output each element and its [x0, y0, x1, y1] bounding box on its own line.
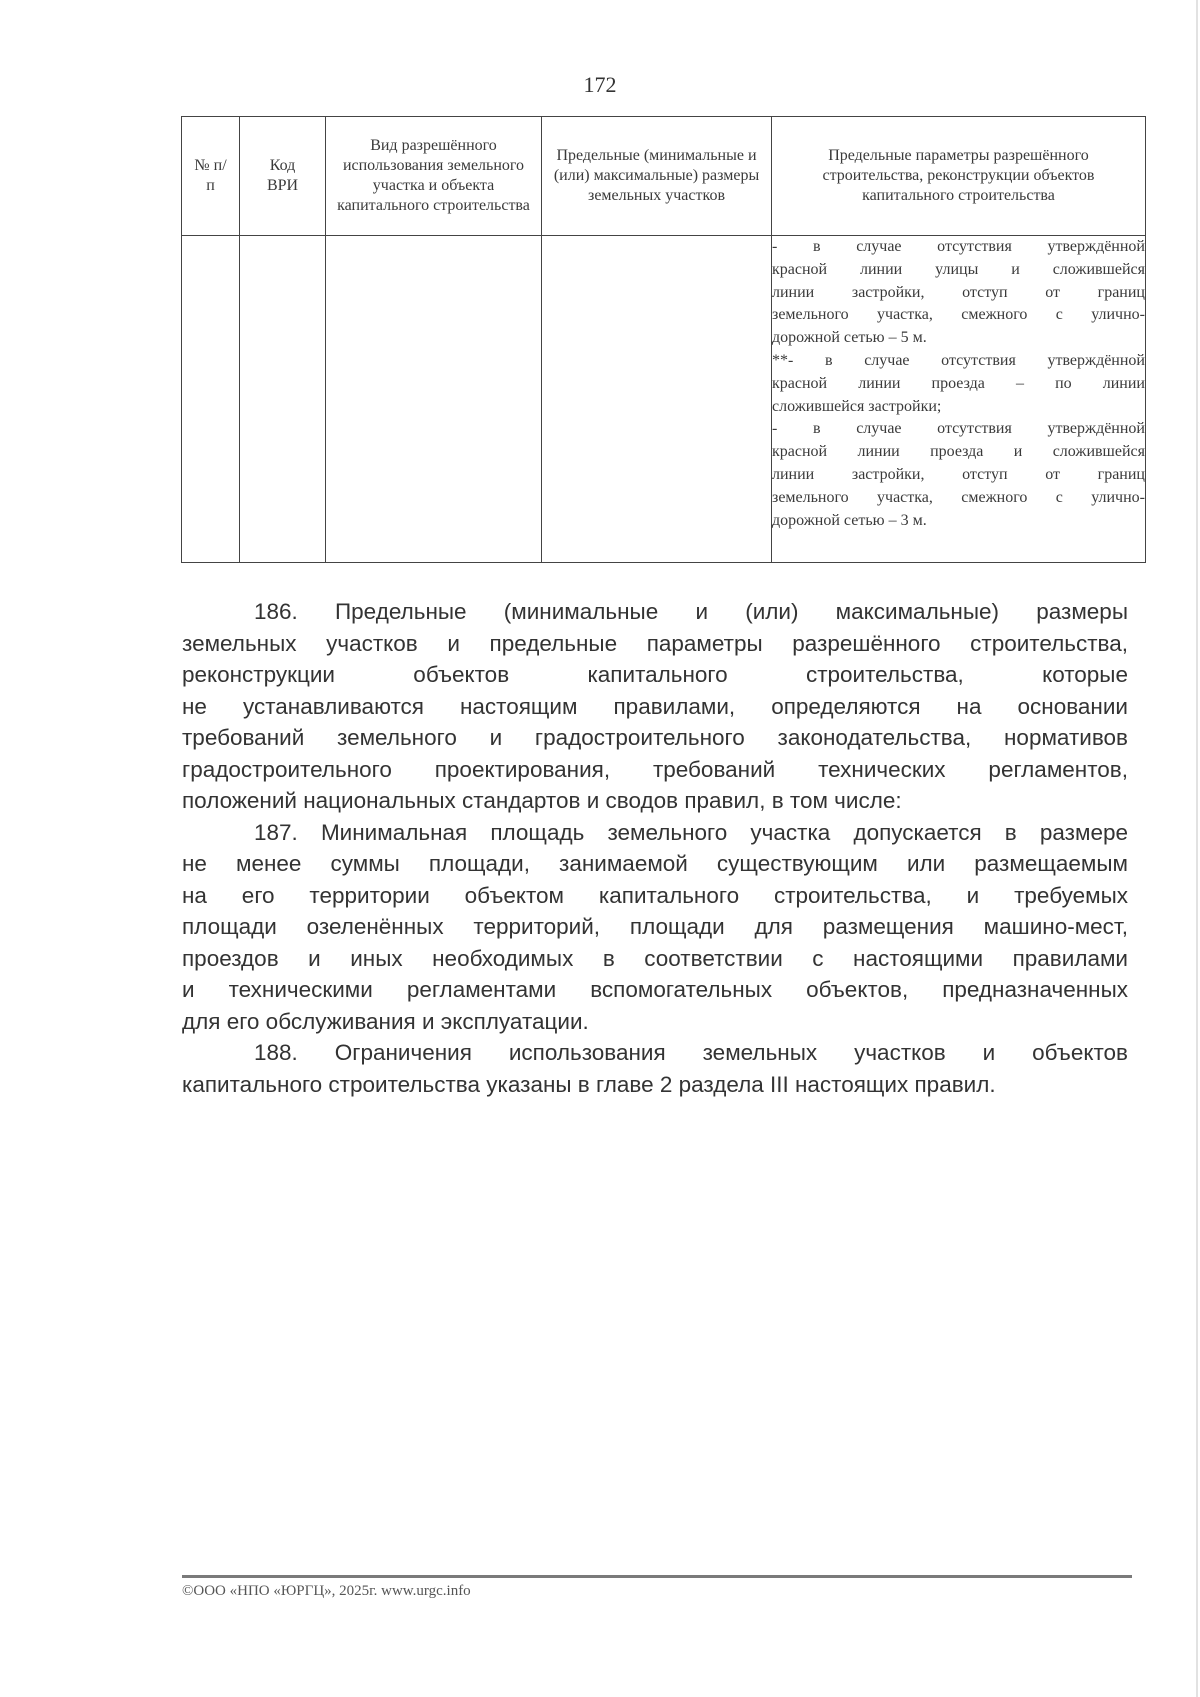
param-line: дорожной сетью – 3 м.: [772, 511, 927, 529]
table-row: [182, 236, 1146, 563]
param-line: **- в случае отсутствия утверждённой: [772, 351, 1145, 369]
paragraph-line: 186. Предельные (минимальные и (или) максимальные) размеры: [254, 599, 1128, 624]
paragraph-line: положений национальных стандартов и сводов правил, в том числе:: [182, 788, 902, 813]
param-line: - в случае отсутствия утверждённой: [772, 420, 1145, 438]
paragraph-line: реконструкции объектов капитального строительства, которые: [182, 662, 1128, 687]
paragraph-line: градостроительного проектирования, требований технических регламентов,: [182, 756, 1128, 782]
header-construction-params: Предельные параметры разрешённого строительства, реконструкции объектов капитального строительства: [772, 117, 1146, 236]
paragraph-line: для его обслуживания и эксплуатации.: [182, 1008, 589, 1034]
header-use-type: Вид разрешённого использования земельного участка и объекта капитального строительства: [326, 117, 542, 236]
param-line: дорожной сетью – 5 м.: [772, 329, 927, 347]
paragraph-line: 188. Ограничения использования земельных участков и объектов: [254, 1040, 1128, 1065]
param-line: - в случае отсутствия утверждённой: [772, 238, 1145, 255]
paragraph-line: земельных участков и предельные параметры разрешённого строительства,: [182, 630, 1128, 656]
param-line: земельного участка, смежного с улично-: [772, 306, 1145, 324]
paragraph-line: не устанавливаются настоящим правилами, определяются на основании: [182, 693, 1128, 719]
param-block-1: [772, 236, 1145, 350]
page-edge-mark: [1196, 0, 1198, 1697]
paragraph-line: не менее суммы площади, занимаемой существующим или размещаемым: [182, 851, 1128, 876]
param-block-2: [772, 350, 1145, 532]
param-line: сложившейся застройки;: [772, 397, 942, 415]
param-line: линии застройки, отступ от границ: [772, 283, 1145, 301]
cell-construction-params: [772, 236, 1146, 563]
param-line: красной линии проезда и сложившейся: [772, 443, 1145, 461]
param-line: красной линии улицы и сложившейся: [772, 260, 1145, 278]
body-text: [182, 596, 1128, 1100]
header-number: № п/п: [182, 117, 240, 236]
cell-plot-sizes: [542, 236, 772, 563]
paragraph-187: [182, 817, 1128, 1038]
paragraph-line: 187. Минимальная площадь земельного участка допускается в размере: [254, 819, 1128, 845]
cell-number: [182, 236, 240, 563]
paragraph-line: на его территории объектом капитального строительства, и требуемых: [182, 882, 1128, 908]
cell-code: [240, 236, 326, 563]
footer-copyright: ©ООО «НПО «ЮРГЦ», 2025г. www.urgc.info: [182, 1583, 471, 1599]
param-line: красной линии проезда – по линии: [772, 374, 1145, 392]
paragraph-line: проездов и иных необходимых в соответствии с настоящими правилами: [182, 945, 1128, 971]
footer-divider: [182, 1575, 1132, 1578]
cell-use-type: [326, 236, 542, 563]
parameters-table: [181, 116, 1146, 563]
param-line: земельного участка, смежного с улично-: [772, 488, 1145, 506]
paragraph-line: и техническими регламентами вспомогательных объектов, предназначенных: [182, 977, 1128, 1002]
header-code: Код ВРИ: [240, 117, 326, 236]
table-header-row: [182, 117, 1146, 236]
paragraph-188: [182, 1037, 1128, 1100]
page-number: 172: [583, 72, 617, 97]
paragraph-line: капитального строительства указаны в главе 2 раздела III настоящих правил.: [182, 1071, 996, 1097]
paragraph-line: площади озеленённых территорий, площади для размещения машино-мест,: [182, 914, 1128, 939]
paragraph-186: [182, 596, 1128, 817]
paragraph-line: требований земельного и градостроительного законодательства, нормативов: [182, 725, 1128, 750]
param-line: линии застройки, отступ от границ: [772, 465, 1145, 483]
header-plot-sizes: Предельные (минимальные и (или) максимальные) размеры земельных участков: [542, 117, 772, 236]
